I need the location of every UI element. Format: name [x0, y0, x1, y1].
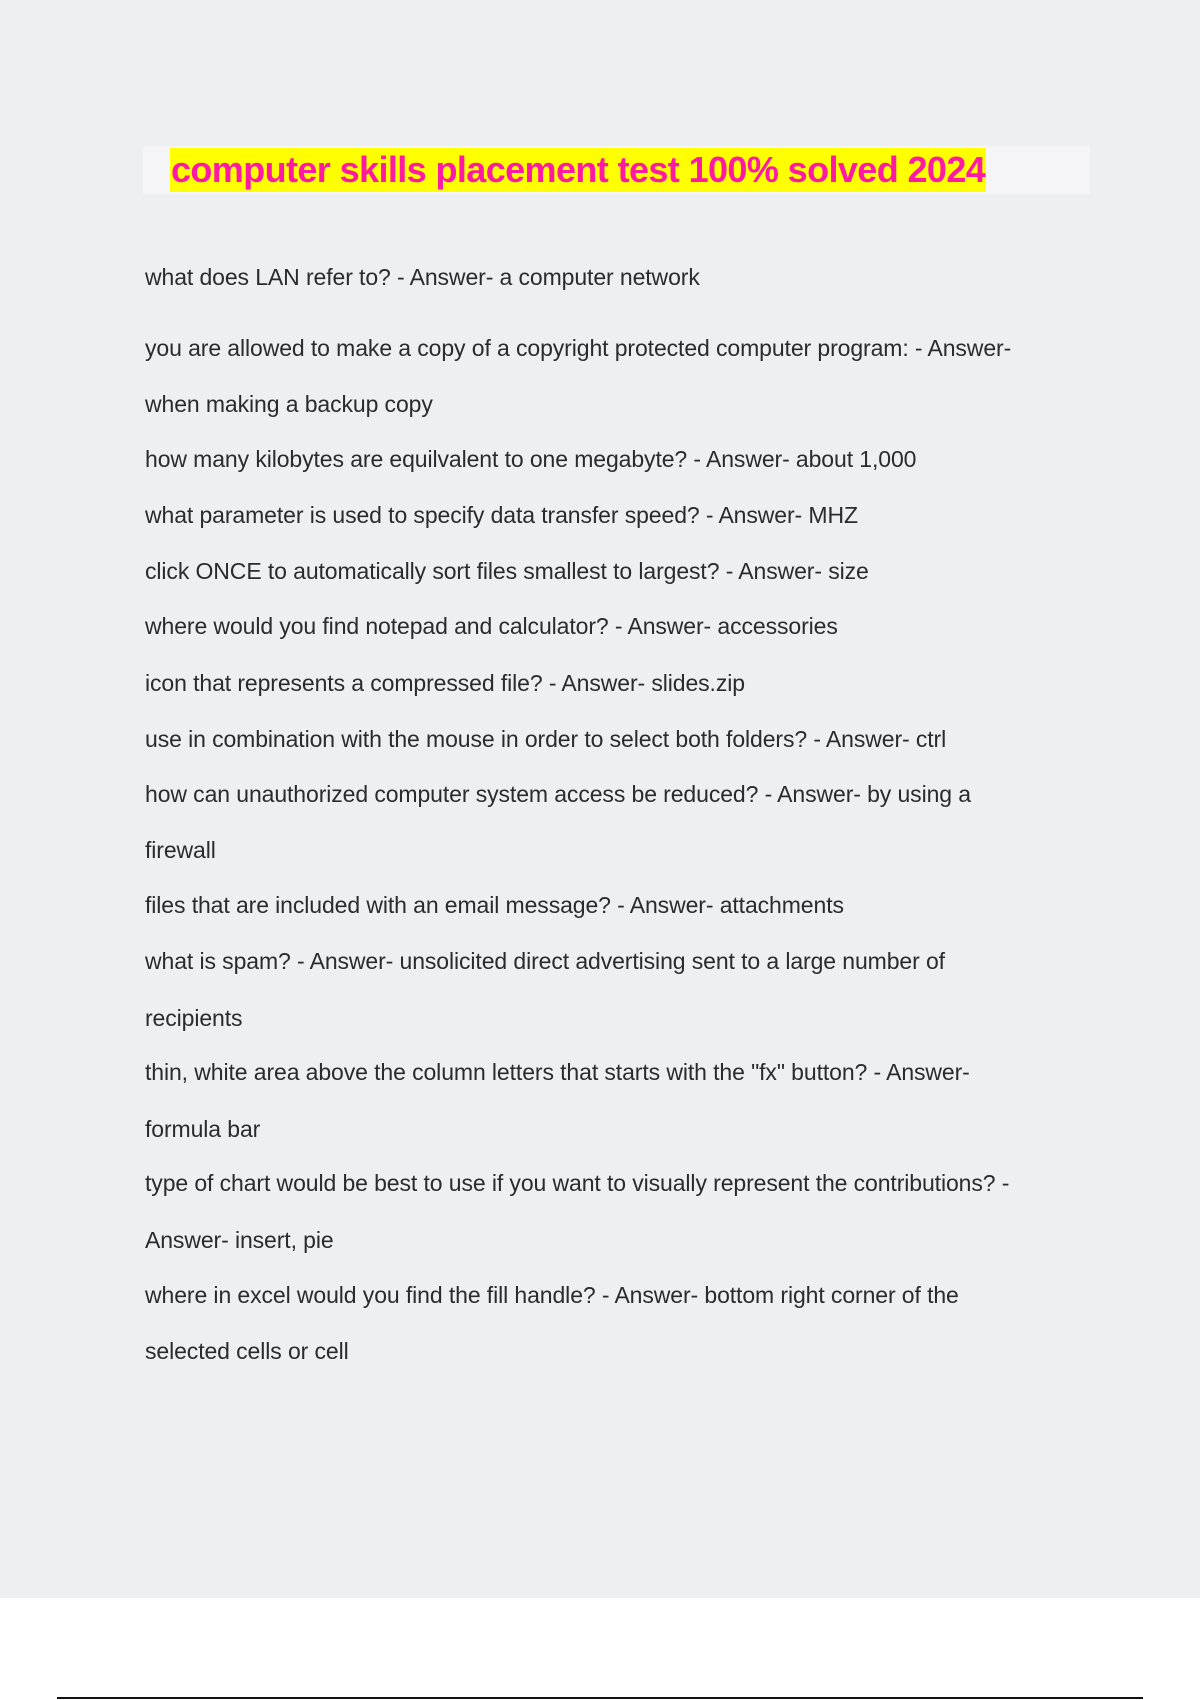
- qa-line: where would you find notepad and calculator? - Answer- accessories: [145, 613, 838, 639]
- document-title: computer skills placement test 100% solved 2024: [171, 149, 986, 190]
- qa-line: how many kilobytes are equilvalent to one megabyte? - Answer- about 1,000: [145, 446, 917, 472]
- qa-line: thin, white area above the column letters that starts with the "fx" button? - Answer-: [145, 1059, 970, 1085]
- qa-line: firewall: [145, 837, 216, 863]
- qa-line: files that are included with an email message? - Answer- attachments: [145, 892, 844, 918]
- footer-rule: [57, 1697, 1143, 1699]
- qa-line: what is spam? - Answer- unsolicited direct advertising sent to a large number of: [145, 948, 945, 974]
- qa-line: icon that represents a compressed file? - Answer- slides.zip: [145, 670, 745, 696]
- qa-line: click ONCE to automatically sort files smallest to largest? - Answer- size: [145, 558, 869, 584]
- qa-line: Answer- insert, pie: [145, 1227, 334, 1253]
- qa-line: formula bar: [145, 1116, 261, 1142]
- qa-line: what does LAN refer to? - Answer- a computer network: [145, 264, 700, 290]
- qa-line: where in excel would you find the fill handle? - Answer- bottom right corner of the: [145, 1282, 959, 1308]
- qa-line: type of chart would be best to use if you want to visually represent the contributions? -: [145, 1170, 1010, 1196]
- qa-line: you are allowed to make a copy of a copyright protected computer program: - Answer-: [145, 335, 1012, 361]
- qa-line: selected cells or cell: [145, 1338, 349, 1364]
- qa-line: what parameter is used to specify data transfer speed? - Answer- MHZ: [145, 502, 858, 528]
- qa-line: when making a backup copy: [145, 391, 433, 417]
- qa-line: recipients: [145, 1005, 243, 1031]
- qa-line: how can unauthorized computer system access be reduced? - Answer- by using a: [145, 781, 971, 807]
- qa-line: use in combination with the mouse in order to select both folders? - Answer- ctrl: [145, 726, 947, 752]
